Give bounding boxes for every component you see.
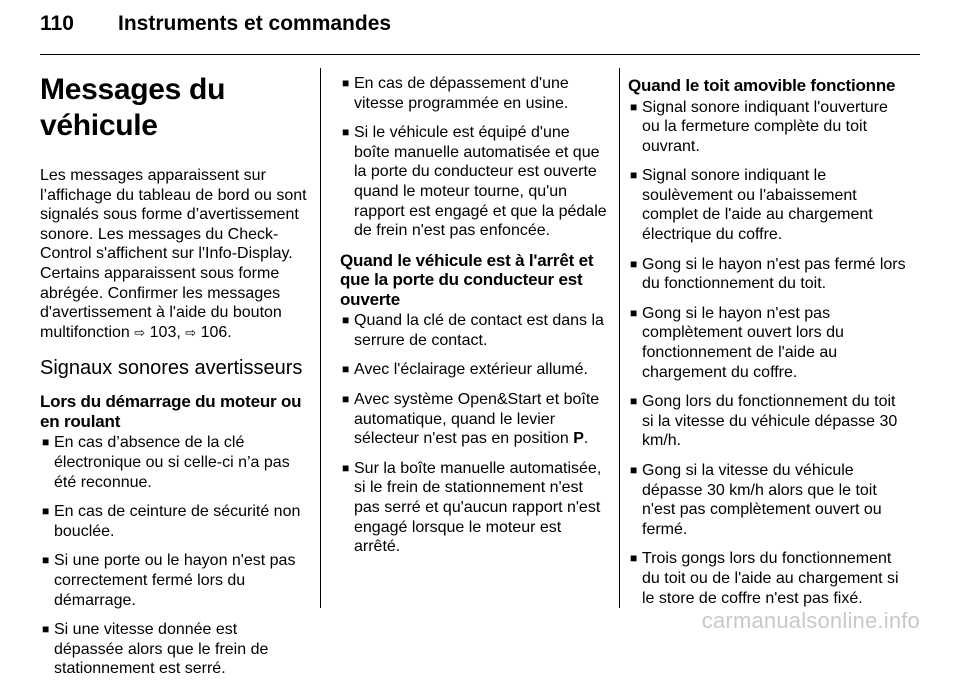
watermark: carmanualsonline.info: [701, 608, 920, 633]
list-item: ■ Signal sonore indiquant le soulèvement ou l'abaissement complet de l'aide au chargement électrique du coffre.: [628, 166, 906, 244]
list-item: ■ Gong si le hayon n'est pas fermé lors du fonctionnement du toit.: [628, 255, 906, 294]
list-item: ■ En cas de dépassement d'une vitesse programmée en usine.: [340, 74, 608, 113]
heading-engine-start: Lors du démarrage du moteur ou en roulant: [40, 392, 302, 431]
column-1: [40, 66, 308, 689]
column-3: [628, 66, 906, 618]
list-item: [340, 390, 608, 449]
section-title: Instruments et commandes: [118, 12, 392, 35]
column-2: [340, 66, 608, 567]
list-item: ■ Si une vitesse donnée est dépassée alors que le frein de stationnement est serré.: [40, 620, 308, 679]
page-title: Messages du véhicule: [40, 73, 226, 142]
arrow-right-icon: ⇨: [134, 324, 146, 340]
column-divider-2: [619, 68, 620, 608]
intro-paragraph: [40, 166, 308, 342]
list-item: ■ Signal sonore indiquant l'ouverture ou la fermeture complète du toit ouvrant.: [628, 98, 906, 157]
list-item-text: Avec système Open&Start et boîte automatique, quand le levier sélecteur n'est pas en position: [354, 391, 600, 448]
ref-separator: ,: [176, 323, 186, 341]
list-item: ■ Gong si la vitesse du véhicule dépasse 30 km/h alors que le toit n'est pas complètement ouvert ou fermé.: [628, 461, 906, 539]
column-divider-1: [320, 68, 321, 608]
arrow-right-icon: ⇨: [185, 324, 197, 340]
list-item: ■ En cas d’absence de la clé électronique ou si celle-ci n’a pas été reconnue.: [40, 433, 308, 492]
page-header: [40, 12, 391, 42]
subtitle-warning-sounds: Signaux sonores avertisseurs: [40, 357, 303, 380]
heading-vehicle-stopped: Quand le véhicule est à l'arrêt et que la porte du conducteur est ouverte: [340, 250, 594, 309]
bullet-list-2a: [340, 74, 608, 241]
page-number: 110: [40, 12, 74, 35]
header-rule: [40, 54, 920, 55]
page-ref-1[interactable]: 103: [149, 323, 177, 341]
gear-position-label: P: [573, 430, 584, 448]
intro-text: Les messages apparaissent sur l’affichage du tableau de bord ou sont signalés sous forme d’avertissement sonore. Les messages du Check-Control s'affichent sur l'Info-Display. Certains apparaissent sous forme abrégée. Confirmer les messages d'avertissement à l'aide du bouton multifonction: [40, 167, 307, 341]
page-ref-2[interactable]: 106: [200, 323, 228, 341]
bullet-list-2b: [340, 311, 608, 557]
ref-end: .: [227, 323, 232, 341]
list-item: ■ Si une porte ou le hayon n'est pas correctement fermé lors du démarrage.: [40, 551, 308, 610]
list-item: ■ Avec l'éclairage extérieur allumé.: [340, 360, 608, 380]
list-item: ■ Si le véhicule est équipé d'une boîte manuelle automatisée et que la porte du conducteur est ouverte quand le moteur tourne, qu'un rapport est engagé et que la pédale de frein n'est pas enfoncée.: [340, 123, 608, 241]
list-item: ■ Gong si le hayon n'est pas complètement ouvert lors du fonctionnement de l'aide au chargement du coffre.: [628, 304, 906, 382]
list-item: ■ En cas de ceinture de sécurité non bouclée.: [40, 502, 308, 541]
list-item-end: .: [583, 430, 589, 448]
list-item: ■ Gong lors du fonctionnement du toit si la vitesse du véhicule dépasse 30 km/h.: [628, 392, 906, 451]
list-item: ■ Sur la boîte manuelle automatisée, si le frein de stationnement n'est pas serré et qu'aucun rapport n'est engagé lorsque le moteur est arrêté.: [340, 459, 608, 557]
list-item: ■ Quand la clé de contact est dans la serrure de contact.: [340, 311, 608, 350]
heading-roof-operation: Quand le toit amovible fonctionne: [628, 76, 896, 95]
list-item: ■ Trois gongs lors du fonctionnement du toit ou de l'aide au chargement si le store de coffre n'est pas fixé.: [628, 549, 906, 608]
bullet-list-3: [628, 98, 906, 609]
bullet-list-1: [40, 433, 308, 679]
